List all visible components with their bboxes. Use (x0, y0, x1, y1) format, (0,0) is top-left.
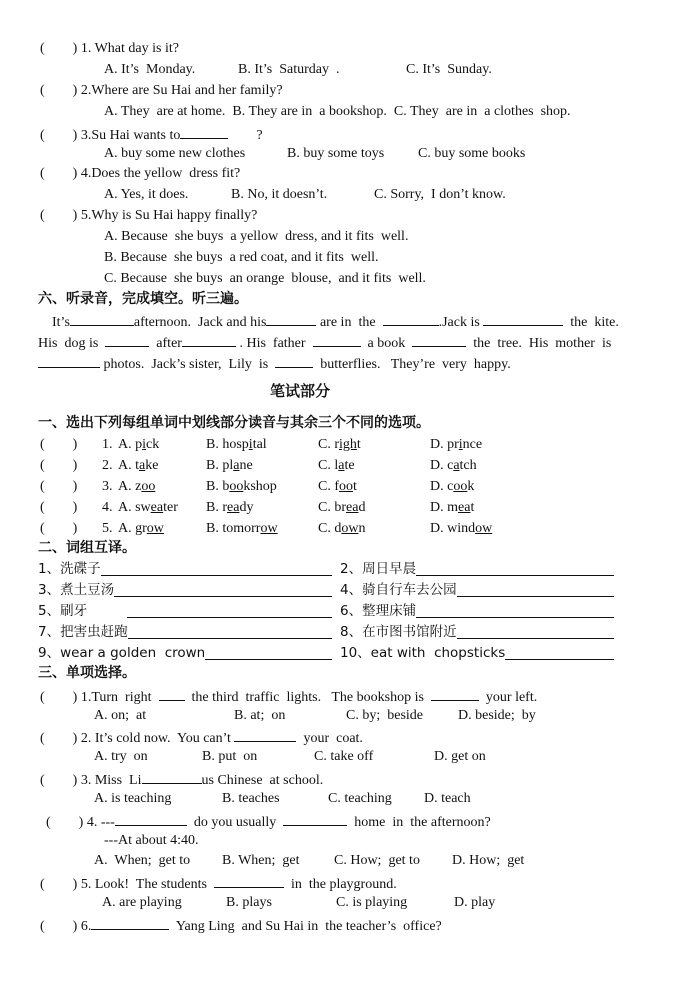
answer-blank[interactable] (180, 124, 228, 139)
underlined-letters: ow (341, 521, 359, 536)
underlined-letters: oo (141, 479, 156, 494)
option: D. teach (424, 791, 471, 806)
option: D. How; get (452, 853, 525, 868)
answer-line: ---At about 4:40. (104, 833, 199, 848)
question-number: 4. (102, 500, 113, 515)
option: A. They are at home. B. They are in a bookshop. C. They are in a clothes shop. (104, 104, 571, 119)
underlined-letters: ea (150, 500, 164, 515)
question-number: 2. (102, 458, 113, 473)
word-option: B. tomorrow (206, 521, 278, 536)
word-option: A. zoo (118, 479, 156, 494)
option: C. is playing (336, 895, 408, 910)
option: C. take off (314, 749, 374, 764)
answer-blank[interactable] (313, 332, 361, 347)
question-number: 5. (102, 521, 113, 536)
answer-line[interactable] (205, 644, 332, 660)
word-option: A. grow (118, 521, 164, 536)
word-option: D. meat (430, 500, 475, 515)
question-number: 3. (102, 479, 113, 494)
answer-blank[interactable] (483, 311, 563, 326)
underlined-letters: ea (458, 500, 471, 515)
question-5: ( ) 5.Why is Su Hai happy finally? (40, 208, 258, 223)
answer-line[interactable] (505, 644, 614, 660)
answer-paren[interactable]: ( ) (40, 437, 78, 452)
answer-blank[interactable] (275, 353, 313, 368)
underlined-letters: oo (453, 479, 468, 494)
underlined-letters: a (453, 458, 460, 473)
word-option: D. catch (430, 458, 477, 473)
underlined-letters: igh (339, 437, 357, 452)
word-option: C. right (318, 437, 361, 452)
option: A. is teaching (94, 791, 172, 806)
answer-blank[interactable] (70, 311, 134, 326)
section-6-title: 六、听录音，完成填空。听三遍。 (38, 291, 248, 307)
answer-blank[interactable] (159, 686, 185, 701)
underlined-letters: a (233, 458, 240, 473)
answer-blank[interactable] (105, 332, 149, 347)
underlined-letters: a (338, 458, 345, 473)
answer-blank[interactable] (38, 353, 100, 368)
answer-paren[interactable]: ( ) (40, 500, 78, 515)
underlined-letters: oo (229, 479, 244, 494)
phrase-item: 6、整理床铺 (340, 602, 614, 620)
underlined-letters: i (142, 437, 147, 452)
answer-line[interactable] (457, 623, 614, 639)
underlined-letters: ow (260, 521, 278, 536)
underlined-letters: ow (475, 521, 493, 536)
phrase-item: 7、把害虫赶跑 (38, 623, 332, 641)
answer-blank[interactable] (115, 811, 187, 826)
option: A. are playing (102, 895, 182, 910)
answer-line[interactable] (457, 581, 614, 597)
answer-blank[interactable] (383, 311, 439, 326)
option: C. It’s Sunday. (406, 62, 492, 77)
option: B. put on (202, 749, 258, 764)
word-option: D. window (430, 521, 493, 536)
question-4: ( ) 4.Does the yellow dress fit? (40, 166, 241, 181)
word-option: C. down (318, 521, 366, 536)
word-option: B. ready (206, 500, 254, 515)
option: B. plays (226, 895, 272, 910)
underlined-letters: oo (339, 479, 353, 494)
option: B. at; on (234, 708, 286, 723)
option: B. Because she buys a red coat, and it fits well. (104, 250, 379, 265)
underlined-letters: ea (346, 500, 359, 515)
option: D. beside; by (458, 708, 536, 723)
answer-line[interactable] (114, 581, 332, 597)
underlined-letters: ea (227, 500, 240, 515)
word-option: C. late (318, 458, 355, 473)
underlined-letters: i (458, 437, 463, 452)
question-2: ( ) 2.Where are Su Hai and her family? (40, 83, 283, 98)
word-option: B. bookshop (206, 479, 277, 494)
option: B. When; get (222, 853, 300, 868)
answer-blank[interactable] (431, 686, 479, 701)
question-3: ( ) 3.Su Hai wants to ? (40, 124, 263, 145)
underlined-letters: i (248, 437, 253, 452)
mc-question-3: ( ) 3. Miss Li us Chinese at school. (40, 769, 323, 790)
word-option: A. take (118, 458, 159, 473)
section-1-title: 一、选出下列每组单词中划线部分读音与其余三个不同的选项。 (38, 415, 430, 431)
mc-question-5: ( ) 5. Look! The students in the playground. (40, 873, 397, 894)
answer-blank[interactable] (214, 873, 284, 888)
word-option: B. plane (206, 458, 253, 473)
option: A. buy some new clothes (104, 146, 246, 161)
option: C. Because she buys an orange blouse, and it fits well. (104, 271, 426, 286)
option: D. get on (434, 749, 486, 764)
written-part-title: 笔试部分 (270, 382, 331, 400)
answer-paren[interactable]: ( ) (40, 479, 78, 494)
option: A. try on (94, 749, 148, 764)
option: D. play (454, 895, 496, 910)
mc-question-6: ( ) 6. Yang Ling and Su Hai in the teacher’s office? (40, 915, 442, 936)
underlined-letters: ow (146, 521, 164, 536)
phrase-item: 9、wear a golden crown (38, 644, 332, 662)
option: C. buy some books (418, 146, 526, 161)
answer-line[interactable] (416, 560, 614, 576)
phrase-item: 2、周日早晨 (340, 560, 614, 578)
answer-blank[interactable] (412, 332, 466, 347)
answer-blank[interactable] (182, 332, 236, 347)
option: A. on; at (94, 708, 147, 723)
answer-line[interactable] (101, 560, 332, 576)
phrase-item: 3、煮土豆汤 (38, 581, 332, 599)
answer-blank[interactable] (283, 811, 347, 826)
option: A. When; get to (94, 853, 191, 868)
question-1: ( ) 1. What day is it? (40, 41, 179, 56)
mc-question-2: ( ) 2. It’s cold now. You can’t your coat. (40, 727, 363, 748)
mc-question-1: ( ) 1.Turn right the third traffic lights. The bookshop is your left. (40, 686, 537, 707)
fill-line-1: It’s afternoon. Jack and his are in the .Jack is the kite. (52, 311, 619, 332)
section-2-title: 二、词组互译。 (38, 540, 136, 556)
question-number: 1. (102, 437, 113, 452)
option: B. It’s Saturday . (238, 62, 340, 77)
answer-blank[interactable] (234, 727, 296, 742)
word-option: C. foot (318, 479, 357, 494)
answer-blank[interactable] (266, 311, 316, 326)
word-option: A. pick (118, 437, 160, 452)
answer-paren[interactable]: ( ) (40, 458, 78, 473)
phrase-item: 8、在市图书馆附近 (340, 623, 614, 641)
option: A. Yes, it does. (104, 187, 189, 202)
mc-question-4: ( ) 4. --- do you usually home in the afternoon? (46, 811, 491, 832)
fill-line-3: photos. Jack’s sister, Lily is butterflies. They’re very happy. (38, 353, 511, 374)
answer-line[interactable] (127, 602, 332, 618)
option: C. teaching (328, 791, 392, 806)
phrase-item: 4、骑自行车去公园 (340, 581, 614, 599)
underlined-letters: a (139, 458, 146, 473)
answer-blank[interactable] (142, 769, 202, 784)
option: C. by; beside (346, 708, 423, 723)
phrase-item: 5、刷牙 (38, 602, 332, 620)
answer-paren[interactable]: ( ) (40, 521, 78, 536)
answer-line[interactable] (128, 623, 332, 639)
section-3-title: 三、单项选择。 (38, 665, 136, 681)
word-option: A. sweater (118, 500, 178, 515)
word-option: C. bread (318, 500, 366, 515)
phrase-item: 10、eat with chopsticks (340, 644, 614, 662)
word-option: B. hospital (206, 437, 267, 452)
option: A. Because she buys a yellow dress, and it fits well. (104, 229, 409, 244)
word-option: D. prince (430, 437, 483, 452)
option: C. How; get to (334, 853, 420, 868)
option: B. No, it doesn’t. (231, 187, 328, 202)
fill-line-2: His dog is after . His father a book the tree. His mother is (38, 332, 611, 353)
answer-line[interactable] (416, 602, 614, 618)
option: B. buy some toys (287, 146, 385, 161)
word-option: D. cook (430, 479, 475, 494)
answer-blank[interactable] (91, 915, 169, 930)
option: B. teaches (222, 791, 280, 806)
option: C. Sorry, I don’t know. (374, 187, 506, 202)
phrase-item: 1、洗碟子 (38, 560, 332, 578)
option: A. It’s Monday. (104, 62, 196, 77)
